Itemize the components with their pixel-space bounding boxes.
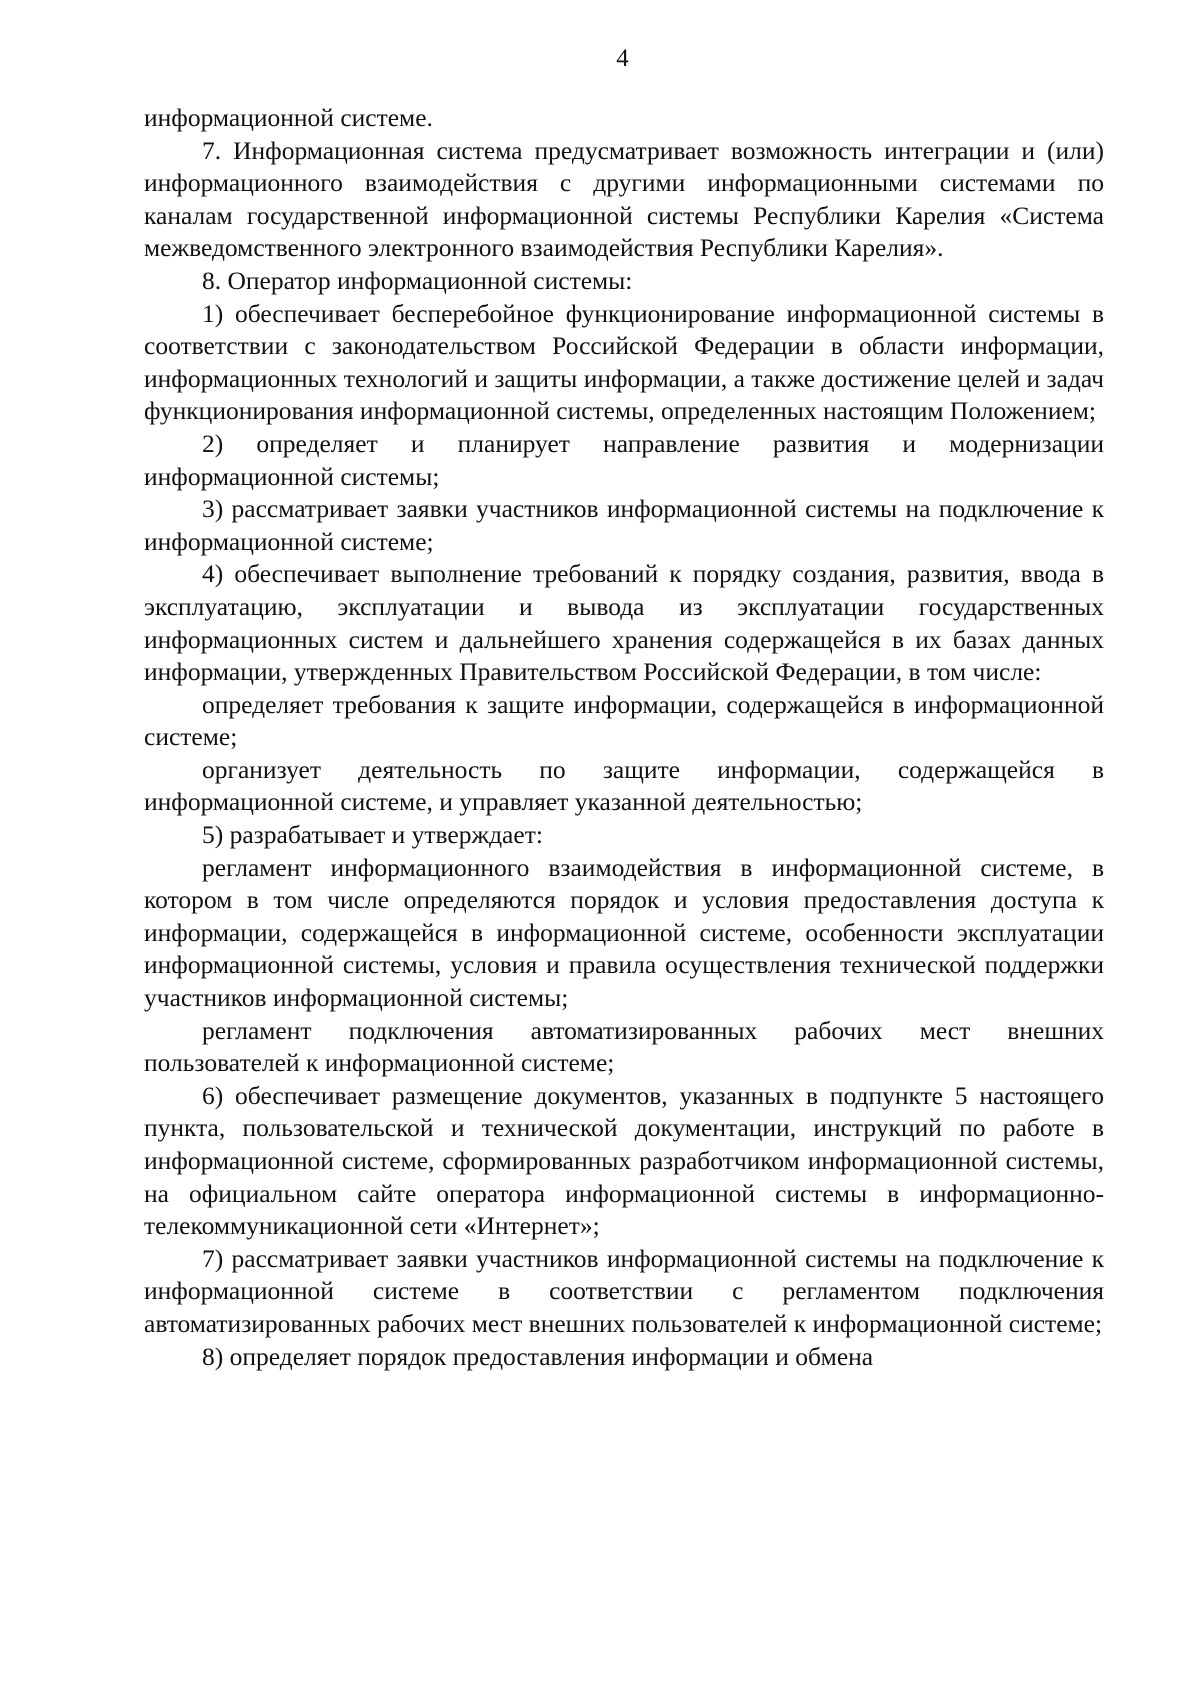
paragraph: 7) рассматривает заявки участников информационной системы на подключение к информационной системе в соответствии с регламентом подключения автоматизированных рабочих мест внешних пользователей к информационной системе; (144, 1243, 1104, 1338)
paragraph: 7. Информационная система предусматривает возможность интеграции и (или) информационного взаимодействия с другими информационными системами по каналам государственной информационной системы Республики Карелия «Система межведомственного электронного взаимодействия Республики Карелия». (144, 135, 1104, 263)
paragraph: определяет требования к защите информации, содержащейся в информационной системе; (144, 689, 1104, 752)
paragraph: 8) определяет порядок предоставления информации и обмена (202, 1341, 874, 1371)
paragraph: 5) разрабатывает и утверждает: (202, 820, 543, 850)
paragraph: 2) определяет и планирует направление развития и модернизации информационной системы; (144, 428, 1104, 491)
paragraph: информационной системе. (144, 103, 433, 132)
paragraph: 8. Оператор информационной системы: (202, 265, 633, 295)
paragraph: 1) обеспечивает бесперебойное функционирование информационной системы в соответствии с законодательством Российской Федерации в области информации, информационных технологий и защиты информации, а также достижение целей и задач функционирования информационной системы, определенных настоящим Положением; (144, 298, 1105, 426)
document-body (144, 102, 1104, 1373)
paragraph: регламент подключения автоматизированных рабочих мест внешних пользователей к информационной системе; (144, 1015, 1104, 1078)
paragraph: 3) рассматривает заявки участников информационной системы на подключение к информационной системе; (144, 494, 1104, 556)
paragraph: организует деятельность по защите информации, содержащейся в информационной системе, и управляет указанной деятельностью; (144, 754, 1104, 817)
paragraph: 4) обеспечивает выполнение требований к порядку создания, развития, ввода в эксплуатацию, эксплуатации и вывода из эксплуатации государственных информационных систем и дальнейшего хранения содержащейся в их базах данных информации, утвержденных Правительством Российской Федерации, в том числе: (144, 559, 1104, 687)
paragraph: регламент информационного взаимодействия в информационной системе, в котором в том числе определяются порядок и условия предоставления доступа к информации, содержащейся в информационной системе, особенности эксплуатации информационной системы, условия и правила осуществления технической поддержки участников информационной системы; (144, 852, 1104, 1013)
page-number: 4 (616, 45, 629, 72)
paragraph: 6) обеспечивает размещение документов, указанных в подпункте 5 настоящего пункта, пользовательской и технической документации, инструкций по работе в информационной системе, сформированных разработчиком информационной системы, на официальном сайте оператора информационной системы в информационно-телекоммуникационной сети «Интернет»; (144, 1080, 1104, 1241)
